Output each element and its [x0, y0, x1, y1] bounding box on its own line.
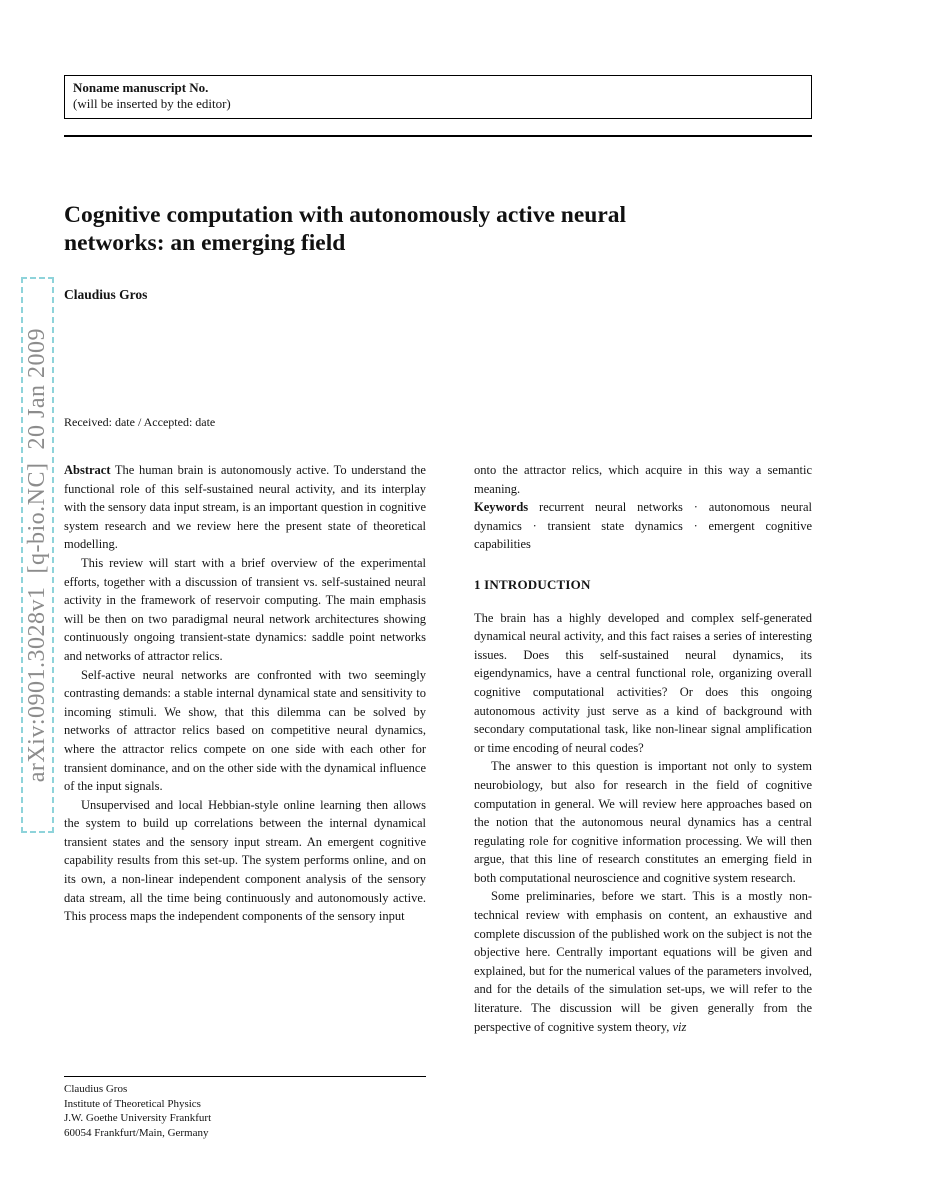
section-heading-introduction: 1 INTRODUCTION — [474, 576, 591, 592]
intro-paragraph-3-emphasis: viz — [672, 1019, 687, 1034]
affiliation-rule — [64, 1076, 426, 1077]
arxiv-watermark-text: arXiv:0901.3028v1 [q-bio.NC] 20 Jan 2009 — [24, 327, 50, 783]
arxiv-watermark-box — [21, 277, 54, 833]
abstract-paragraph-1 — [64, 461, 426, 554]
right-column — [474, 461, 812, 1036]
intro-paragraph-3-text: Some preliminaries, before we start. This is a mostly non-technical review with emphasis on content, an exhaustive and complete discussion of the published work on the subject is not the objective here. Centrally important equations will be given and explained, but for the numerical values of the parameters involved, and for the details of the simulation set-ups, we will refer to the literature. The discussion will be given generally from the perspective of cognitive system theory, — [474, 889, 812, 1034]
author-name: Claudius Gros — [64, 287, 148, 302]
keywords-text: recurrent neural networks · autonomous neural dynamics · transient state dynamics · emergent cognitive capabilities — [474, 500, 812, 552]
header-rule — [64, 135, 812, 137]
paper-title-line-2: networks: an emerging field — [64, 230, 346, 256]
keywords-paragraph — [474, 498, 812, 554]
affiliation-author: Claudius Gros — [64, 1083, 128, 1095]
manuscript-editor-note: (will be inserted by the editor) — [73, 96, 231, 111]
affiliation-university: J.W. Goethe University Frankfurt — [64, 1112, 212, 1124]
received-accepted-line: Received: date / Accepted: date — [64, 415, 216, 429]
abstract-paragraph-3: Self-active neural networks are confronted with two seemingly contrasting demands: a stable internal dynamical state and sensitivity to incoming stimuli. We show, that this dilemma can be solved by networks of attractor relics based on competitive neural dynamics, where the attractor relics compete on one side with each other for transient dominance, and on the other side with the dynamical influence of the input signals. — [64, 667, 426, 794]
paper-title-line-1: Cognitive computation with autonomously active neural — [64, 202, 627, 228]
paper-title — [64, 201, 824, 257]
manuscript-no-line: Noname manuscript No. — [73, 80, 209, 95]
affiliation-block — [64, 1082, 426, 1140]
left-column — [64, 461, 426, 1036]
intro-paragraph-3 — [474, 887, 812, 1036]
abstract-continuation: onto the attractor relics, which acquire in this way a semantic meaning. — [474, 463, 812, 496]
affiliation-address: 60054 Frankfurt/Main, Germany — [64, 1126, 209, 1139]
intro-paragraph-2: The answer to this question is important not only to system neurobiology, but also for research in the field of cognitive computation in general. We will review here approaches based on the notion that the autonomous neural dynamics has a central regulating role for cognitive information processing. We will then argue, that this line of research constitutes an emerging field in both computational neuroscience and cognitive system research. — [474, 759, 812, 885]
abstract-label: Abstract — [64, 463, 111, 477]
keywords-label: Keywords — [474, 500, 529, 515]
intro-paragraph-1: The brain has a highly developed and complex self-generated dynamical neural activity, and this fact raises a series of interesting issues. Does this self-sustained neural dynamics, its eigendynamics, have a central functional role, organizing overall cognitive computational activities? Or does this ongoing autonomous activity just serve as a kind of background with secondary computational task, like non-linear signal amplification or time encoding of neural codes? — [474, 610, 812, 755]
abstract-paragraph-2: This review will start with a brief overview of the experimental efforts, together with a discussion of transient vs. self-sustained neural activity in the framework of reservoir computing. The main emphasis will be then on two paradigmal neural network architectures showing continuously ongoing transient-state dynamics: saddle point networks and networks of attractor relics. — [64, 555, 426, 663]
two-column-body — [64, 461, 812, 1036]
manuscript-header-box — [64, 75, 812, 119]
abstract-intro-text: The human brain is autonomously active. To understand the functional role of this self-sustained neural activity, and its interplay with the sensory data input stream, is an important question in cognitive system research and we review here the present state of theoretical modelling. — [64, 463, 426, 552]
affiliation-institute: Institute of Theoretical Physics — [64, 1097, 201, 1110]
abstract-paragraph-4: Unsupervised and local Hebbian-style online learning then allows the system to build up correlations between the internal dynamical transient states and the sensory input stream. An emergent cognitive capability results from this set-up. The system performs online, and on its own, a non-linear independent component analysis of the sensory data stream, all the time being continuously and autonomously active. This process maps the independent components of the sensory input — [64, 797, 426, 924]
